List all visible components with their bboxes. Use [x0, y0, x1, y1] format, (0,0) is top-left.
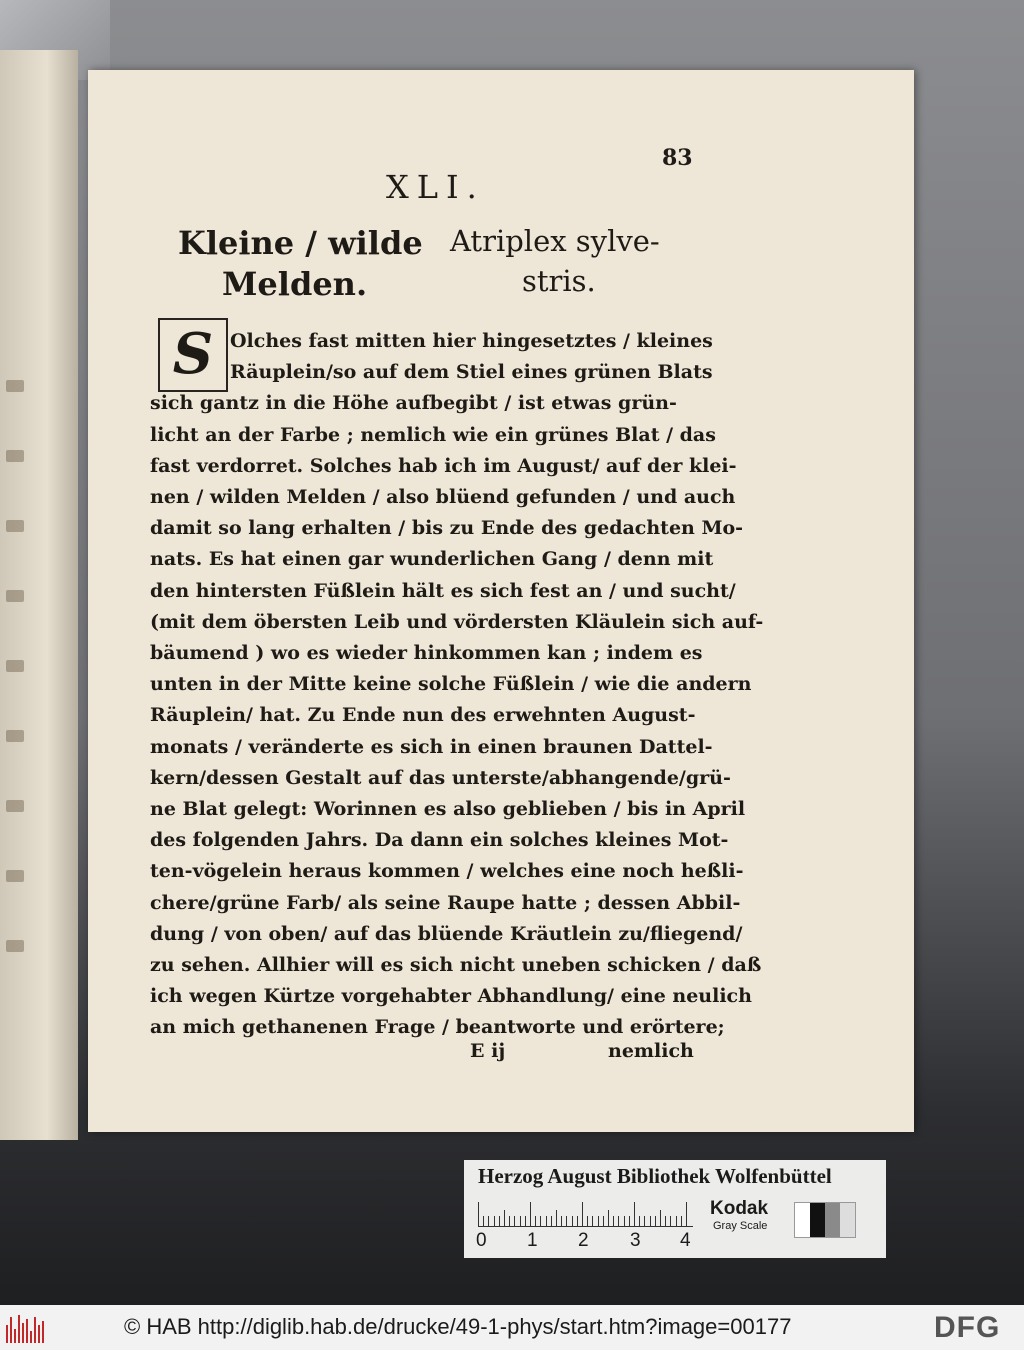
left-page-glyph: [6, 520, 24, 532]
ruler-tick: [613, 1216, 614, 1226]
ruler-tick: [540, 1216, 541, 1226]
ruler-tick: [572, 1216, 573, 1226]
ruler-tick: [624, 1216, 625, 1226]
kodak-brand: Kodak: [710, 1198, 769, 1219]
body-line: den hintersten Füßlein hält es sich fest an / und sucht/: [150, 579, 736, 602]
left-page-glyph: [6, 800, 24, 812]
ruler-tick: [681, 1216, 682, 1226]
ruler-tick: [546, 1216, 547, 1226]
body-line: kern/dessen Gestalt auf das unterste/abhangende/grü-: [150, 766, 731, 789]
body-line: dung / von oben/ auf das blüende Kräutlein zu/fliegend/: [150, 922, 743, 945]
left-page-glyph: [6, 730, 24, 742]
ruler-tick: [655, 1216, 656, 1226]
measurement-ruler: [478, 1200, 693, 1227]
title-german-line: Melden.: [222, 265, 368, 303]
body-line: Räuplein/so auf dem Stiel eines grünen Blats: [230, 361, 713, 384]
ruler-tick: [634, 1202, 635, 1226]
ruler-tick: [514, 1216, 515, 1226]
body-line: zu sehen. Allhier will es sich nicht uneben schicken / daß: [150, 954, 762, 976]
ruler-tick: [577, 1216, 578, 1226]
ruler-tick: [551, 1216, 552, 1226]
swatch-black: [810, 1203, 825, 1237]
ruler-tick: [665, 1216, 666, 1226]
swatch-light: [840, 1203, 855, 1237]
page-number: 83: [662, 145, 693, 171]
left-page-glyph: [6, 450, 24, 462]
swatch-white: [795, 1203, 810, 1237]
left-page-glyph: [6, 660, 24, 672]
body-line: Olches fast mitten hier hingesetztes / kleines: [230, 330, 713, 352]
body-line: an mich gethanenen Frage / beantworte und erörtere;: [150, 1016, 725, 1039]
body-line: monats / veränderte es sich in einen braunen Dattel-: [150, 735, 713, 758]
ruler-tick: [535, 1216, 536, 1226]
body-line: ne Blat gelegt: Worinnen es also geblieben / bis in April: [150, 798, 746, 820]
left-page-glyph: [6, 590, 24, 602]
body-line: nats. Es hat einen gar wunderlichen Gang / denn mit: [150, 548, 714, 571]
title-latin-line: stris.: [522, 264, 596, 298]
chapter-heading: XLI.: [386, 168, 485, 206]
gray-swatches: [794, 1202, 856, 1238]
library-name: Herzog August Bibliothek Wolfenbüttel: [478, 1164, 832, 1188]
ruler-tick: [686, 1202, 687, 1226]
left-page-glyph: [6, 940, 24, 952]
scale-number: 1: [527, 1230, 538, 1251]
ruler-tick: [525, 1216, 526, 1226]
ruler-tick: [618, 1216, 619, 1226]
body-line: des folgenden Jahrs. Da dann ein solches kleines Mot-: [150, 829, 729, 852]
body-line: ich wegen Kürtze vorgehabter Abhandlung/ eine neulich: [150, 985, 752, 1008]
ruler-tick: [598, 1216, 599, 1226]
scale-number: 0: [476, 1230, 487, 1251]
ruler-tick: [509, 1216, 510, 1226]
body-line: nen / wilden Melden / also blüend gefunden / und auch: [150, 486, 736, 508]
ruler-tick: [650, 1216, 651, 1226]
catchword: nemlich: [608, 1040, 694, 1062]
ruler-tick: [561, 1216, 562, 1226]
body-line: licht an der Farbe ; nemlich wie ein grünes Blat / das: [150, 423, 716, 446]
ruler-tick: [488, 1216, 489, 1226]
ruler-tick: [603, 1216, 604, 1226]
body-line: fast verdorret. Solches hab ich im August/ auf der klei-: [150, 454, 737, 477]
ruler-tick: [504, 1210, 505, 1226]
ruler-tick: [629, 1216, 630, 1226]
ruler-tick: [660, 1210, 661, 1226]
left-page-edge: [0, 50, 78, 1140]
title-latin-line: Atriplex sylve-: [450, 224, 660, 258]
body-line: bäumend ) wo es wieder hinkommen kan ; indem es: [150, 642, 703, 664]
credit-link[interactable]: © HAB http://diglib.hab.de/drucke/49-1-phys/start.htm?image=00177: [124, 1314, 792, 1339]
color-card: [464, 1160, 886, 1258]
ruler-tick: [483, 1216, 484, 1226]
body-line: (mit dem öbersten Leib und vördersten Kläulein sich auf-: [150, 610, 764, 633]
ruler-tick: [644, 1216, 645, 1226]
ruler-tick: [587, 1216, 588, 1226]
swatch-gray: [825, 1203, 840, 1237]
body-line: sich gantz in die Höhe aufbegibt / ist etwas grün-: [150, 392, 677, 415]
gray-scale-label: Gray Scale: [713, 1220, 768, 1232]
title-german-line: Kleine / wilde: [178, 224, 423, 262]
ruler-tick: [478, 1202, 479, 1226]
ruler-tick: [582, 1202, 583, 1226]
ruler-tick: [520, 1216, 521, 1226]
body-line: unten in der Mitte keine solche Füßlein / wie die andern: [150, 673, 752, 696]
left-page-glyph: [6, 380, 24, 392]
footer-bar: [0, 1305, 1024, 1350]
scale-number: 2: [578, 1230, 589, 1251]
decorated-initial: S: [158, 318, 228, 392]
ruler-tick: [592, 1216, 593, 1226]
ruler-tick: [530, 1202, 531, 1226]
body-line: ten-vögelein heraus kommen / welches eine noch heßli-: [150, 860, 744, 883]
scale-number: 3: [630, 1230, 641, 1251]
ruler-tick: [566, 1216, 567, 1226]
ruler-tick: [608, 1210, 609, 1226]
left-page-glyph: [6, 870, 24, 882]
signature-mark: E ij: [470, 1040, 506, 1062]
ruler-tick: [494, 1216, 495, 1226]
scale-number: 4: [680, 1230, 691, 1251]
dfg-logo: DFG: [934, 1311, 1001, 1344]
hab-logo-icon: [6, 1313, 48, 1343]
ruler-tick: [499, 1216, 500, 1226]
ruler-tick: [676, 1216, 677, 1226]
ruler-tick: [556, 1210, 557, 1226]
ruler-tick: [639, 1216, 640, 1226]
body-line: chere/grüne Farb/ als seine Raupe hatte ; dessen Abbil-: [150, 891, 741, 914]
ruler-tick: [670, 1216, 671, 1226]
body-line: damit so lang erhalten / bis zu Ende des gedachten Mo-: [150, 517, 744, 540]
body-line: Räuplein/ hat. Zu Ende nun des erwehnten August-: [150, 704, 696, 727]
